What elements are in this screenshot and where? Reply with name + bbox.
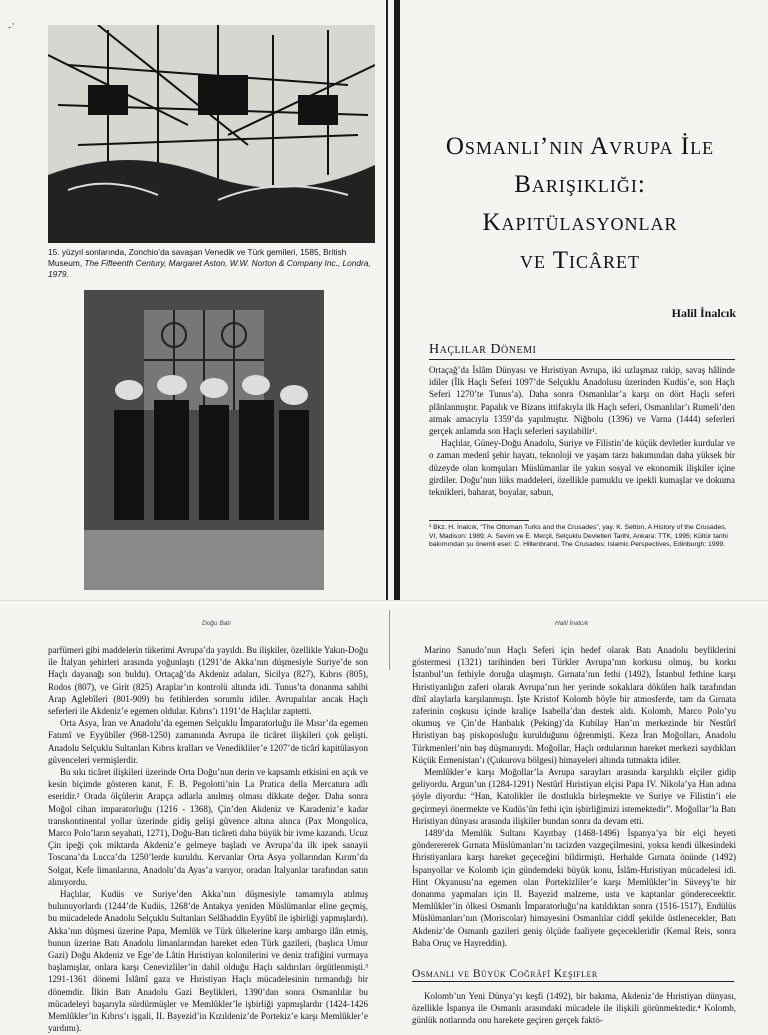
article-title xyxy=(410,128,750,280)
right-page-body xyxy=(412,644,736,949)
footnote-rule xyxy=(429,520,529,521)
article-body-top xyxy=(429,364,735,498)
paragraph: parfümeri gibi maddelerin tüketimi Avrupa’da yayıldı. Bu ilişkiler, özellikle Yakın-Doğu ile İtalyan şehirleri arasında yoğunlaştı (1291’de Akka’nın düşmesiyle Suriye’de son Haçlı dayanağı son buldu). Ortaçağ’da Akdeniz adaları, Sicilya (827), Kıbrıs (805), Rodos (807), ve Girit (825) Araplar’ın kontrolü altında idi. Tunus’ta donanma sahibi Arap Aglebîleri (801-909) bu fetihlerden sorumlu idiler. Avrupalılar ancak Haçlı seferleri ile Akdeniz’e egemen oldular. Kıbrıs’ı 1191’de Haçlılar zaptetti. xyxy=(48,645,368,717)
spine-line-thick xyxy=(394,0,400,600)
author-name: Halil İnalcık xyxy=(671,306,736,320)
title-line: Kapitülasyonlar xyxy=(482,209,678,236)
corner-mark: -’ xyxy=(8,22,15,33)
paragraph: 1489’da Memlûk Sultanı Kayıtbay (1468-1496) İspanya’ya bir elçi heyeti gönderererek Gırnata Müslümanları’nı tacizden vazgeçilmesini, yoksa kendi ülkesindeki Hıristiyanlara karşı hareket geçeceğini bildirmişti. Herhalde Gırnata önünde (1492) İspanyollar ve Kolomb için gündemdeki büyük konu, İslâm-Hıristiyan mücadelesi idi. Hint Okyanusu’na egemen olan Portekizliler’e karşı Memlûkler’in Süveyş’te bir donanma yapmaları için II. Bayezid malzeme, usta ve kaptanlar göndereceektir. Memlûkler’in ölkesi Osmanlı İmparatorluğu’na katıldıktan sonra (1516-1517), Endülüs Müslümanları’nın (Moriscolar) himayesini Osmanlılar ciddî şekilde üstlenecekler, Batı Akdeniz’de Osmanlı gazileri geniş ölçüde faaliyete geçecekleridir (Kemal Reis, sonra Baba Oruç ve Hayreddin). xyxy=(412,828,736,948)
section-heading-crusades: Haçlılar Dönemi xyxy=(429,342,735,360)
paragraph: Haçlılar, Kudüs ve Suriye’den Akka’nın düşmesiyle tamamıyla atılmış bulunuyorlardı (1244’de Kudüs, 1268’de Antakya yeniden Müslümanlar eline geçmiş, bu mücadelede Anadolu Selçuklu Sultanları Selâhaddin Eyyûbî ile işbirliği yapmışlardı). Akka’nın düşmesi üzerine Papa, Memlûk ve Türk ülkelerine karşı ambargo ilân etmiş, bunun üzerine Batı Anadolu limanlarından hareket eden Türk gazileri, (başlıca Umur Gazi) Doğu Akdeniz ve Ege’de Lâtin Hıristiyan kolonilerini ve deniz trafiğini vurmaya başlamışlar, onlara karşı Cenevizliler’in dahil olduğu Haçlı saldırıları örgütlenmişti.³ 1291-1361 dönemi İslâmî gaza ve Hıristiyan Haçlı mücadelesinin tırmandığı bir dönemdir. İlkin Batı Anadolu Gazi Beylikleri, 1390’dan sonra Osmanlılar bu mücadeleyi başarıyla sürdürmüşler ve Memlûkler’le işbirliği yapmışlardır (1424-1426 Memlûkler’in Kıbrıs’ı işgali, II. Bayezid’in Kızıldeniz’de Portekiz’e karşı Memlûkler’e yardımı). xyxy=(48,889,368,1034)
page-fold xyxy=(0,600,768,601)
running-head-left: Doğu Batı xyxy=(202,620,231,627)
ships-engraving-image xyxy=(48,25,375,243)
paragraph: Memlûkler’e karşı Moğollar’la Avrupa sarayları arasında karşılıklı elçiler gidip geliyordu. Argun’un (1284-1291) Nestûrî Hıristiyan elçisi Papa IV. Nikola’ya Han adına şöyle diyordu: “Han, Katolikler ile dostlukla birleşmekte ve Suriye ve Filistin’i ele geçirmeyi önermekte ve Kudüs’ün fethi için işbirliğimizi istemektedir”. Moğollar’la Batı Hıristiyan dünyası arasında ilişkiler bundan sonra da devam etti. xyxy=(412,767,736,826)
running-head-right: Halil İnalcık xyxy=(555,620,589,627)
footnote-text: ¹ Bkz. H. İnalcık, “The Ottoman Turks and the Crusades”, yay. K. Setton, A History of the Crusades, VI, Madison: 1989; A. Sevim ve E. Merçil, Selçuklu Devletleri Tarihi, Ankara: TTK, 1995; Kültür tarihi bakımından şu önemli eser: C. Hillenbrand, The Crusades: Islamic Perspectives, Edinburgh: 1999. xyxy=(429,524,728,548)
title-line: Osmanlı’nın Avrupa İle xyxy=(445,133,715,160)
right-page-last-paragraph xyxy=(412,990,736,1027)
footnote-1 xyxy=(429,520,735,550)
paragraph: Ortaçağ’da İslâm Dünyası ve Hıristiyan Avrupa, iki uzlaşmaz rakip, savaş hâlinde idiler (İlk Haçlı Seferi 1097’de Selçuklu Anadolusu üzerinden Kudüs’e, son Haçlı Seferi 1270’te Tunus’a). Daha sonra Osmanlılar’a karşı on dört Haçlı seferi plânlanmıştır. Papalık ve Bizans ittifakıyla ilk Haçlı seferi, Osmanlılar’ı Rumeli’den atmak amacıyla 1359’da yapılmıştır. Niğbolu (1396) ve Varna (1444) seferleri gerçek anlamda son Haçlı seferleri sayılabilir¹. xyxy=(429,365,735,437)
section-heading-discoveries: Osmanlı ve Büyük Coğrâfî Keşifler xyxy=(412,968,734,982)
paragraph: Kolomb’un Yeni Dünya’yı keşfi (1492), bir bakıma, Akdeniz’de Hıristiyan dünyası, özellikle İspanya ile Osmanlı arasındaki mücadele ile ilişkili görünmektedir.⁴ Kolomb, günlük notlarında onu harekete geçiren gerçek faktö- xyxy=(412,991,736,1026)
caption-source: The Fifteenth Century, Margaret Aston, W.W. Norton & Company Inc., Londra, 1979. xyxy=(48,258,371,279)
spine-line-thin xyxy=(386,0,388,600)
caption-text: 15. yüzyıl sonlarında, Zonchio’da savaşan Venedik ve Türk gemileri, 1585, British Museum, xyxy=(48,247,347,268)
merchants-painting-image xyxy=(84,290,324,590)
paragraph: Marino Sanudo’nun Haçlı Seferi için hedef olarak Batı Anadolu beyliklerini göstermesi (1321) tarihinden beri Türkler Avrupa’nın korkusu olmuş, bu korku İstanbul’un fethiyle doruğa ulaşmıştı. Gırnata’nın fethi (1492), İstanbul fethine karşı Hıristiyanlığın zaferi olarak Avrupa’nın her yerinde sokaklara dökülen halk tarafından dînî alaylarla karşılanmıştı. İşte Kristof Kolomb böyle bir atmosferde, tam da Gırnata zaferinin coşkusu içinde kraliçe Isabella’dan destek aldı. Kolomb, Marco Polo’yu okumuş ve Çin’de Hanbalık (Peking)’da Kubilay Han’ın merkezinde bir Nestûrî Hıristiyan baş piskoposluğu kurulduğunu öğrenmişti. Keza İran Moğolları, Anadolu Türkmenleri’nin baş düşmanıydı. Moğollar, Haçlı ordularının hareket merkezi saydıkları Küçük Ermenistan’ı (Çukurova bölgesi) himayeleri altında tutmakta idiler. xyxy=(412,645,736,765)
title-line: ve Ticâret xyxy=(519,247,641,274)
title-line: Barışıklığı: xyxy=(514,171,646,198)
paragraph: Bu sıkı ticâret ilişkileri üzerinde Orta Doğu’nun derin ve kapsamlı etkisini en açık ve kesin biçimde gösteren kanıt, F. B. Pegolotti’nin La Pratica della Mercatura adlı eseridir.² Orada ölçülerin Arapça adlarla anılmış olması dikkate değer. Daha sonra Moğol cihan imparatorluğu (1216 - 1368), Çin’den Akdeniz ve Karadeniz’e kadar transkontinental yollar üzerinde gidiş gelişi güvence altına alınca (Pax Mongolica, Marco Polo’ların seyahati, 1271), Doğu-Batı ticâreti daha büyük bir ivme kazandı. Ucuz Çin ipeği çok miktarda Akdeniz’e gelmeye başladı ve Avrupa’da ilk ipek sanayii Toscana’da Lucca’da 1250’lerde kuruldu. Kervanlar Orta Asya yollarından Kırım’da Solgat, Kefe limanlarına, Anadolu’da Ayas’a varıyor, oradan İtalyanlar tarafından satın alınıyordu. xyxy=(48,767,368,887)
image-caption-ships xyxy=(48,247,373,280)
paragraph: Haçlılar, Güney-Doğu Anadolu, Suriye ve Filistin’de küçük devletler kurdular ve o zaman medenî şehir hayatı, teknoloji ve yaşam tarzı bakımından daha yüksek bir düzeyde olan komşuları Müslümanlar ile yakın sosyal ve ekonomik ilişkiler içine girdiler. Doğu’nun lüks maddeleri, özellikle pamuklu ve ipekli kumaşlar ve dokuma teknikleri, baharat, boyalar, sabun, xyxy=(429,438,735,498)
spine-line-lower xyxy=(389,610,390,670)
paragraph: Orta Asya, İran ve Anadolu’da egemen Selçuklu İmparatorluğu ile Mısır’da egemen Fatımî ve Eyyûbîler (968-1250) zamanında Avrupa ile ticâret ilişkileri çok gelişti. Anadolu Selçuklu Sultanları Kıbrıs kralları ve Venedikliler’e 1207’de ticârî kapitülasyon güvenceleri vermişlerdir. xyxy=(48,718,368,765)
left-page-body xyxy=(48,644,368,1035)
